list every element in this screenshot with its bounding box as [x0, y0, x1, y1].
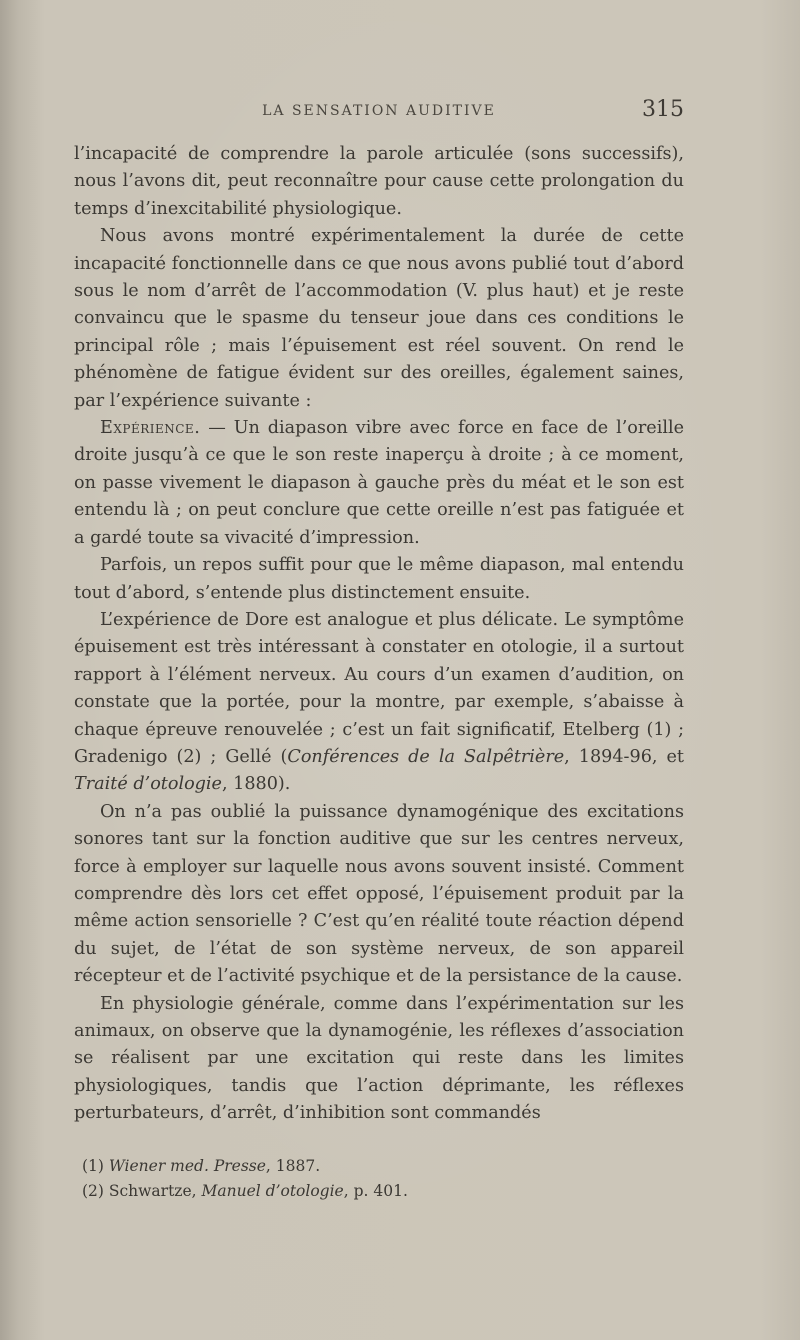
experience-label: Expérience. [100, 418, 201, 439]
footnote-1-rest: , 1887. [265, 1156, 321, 1175]
paragraph-4: Parfois, un repos suffit pour que le même diapason, mal entendu tout d’abord, s’entende plus distinctement ensuite. [74, 555, 684, 603]
paragraph-3-text: — Un diapason vibre avec force en face de l’oreille droite jusqu’à ce que le son reste inaperçu à droite ; à ce moment, on passe vivement le diapason à gauche près du méat et le son est entendu là ; on peut conclure que cette oreille n’est pas fatiguée et a gardé toute sa vivacité d’impression. [74, 418, 684, 548]
paragraph-2: Nous avons montré expérimentalement la durée de cette incapacité fonctionnelle dans ce que nous avons publié tout d’abord sous le nom d’arrêt de l’accommodation (V. plus haut) et je reste convaincu que le spasme du tenseur joue dans ces conditions le principal rôle ; mais l’épuisement est réel souvent. On rend le phénomène de fatigue évident sur des oreilles, également saines, par l’expérience suivante : [74, 226, 684, 411]
footnote-2-number: (2) Schwartze, [82, 1181, 202, 1200]
conferences-title: Conférences de la Salpêtrière [287, 746, 565, 767]
running-head [74, 95, 684, 141]
footnote-2-rest: , p. 401. [343, 1181, 408, 1200]
page-number: 315 [642, 97, 684, 122]
footnote-2-source: Manuel d’otologie [201, 1181, 344, 1200]
paragraph-5-part-b: , 1894-96, et [564, 746, 684, 767]
paragraph-3 [74, 415, 684, 552]
traite-title: Traité d’otologie [74, 774, 222, 795]
footnote-1-number: (1) [82, 1156, 109, 1175]
footnote-1-source: Wiener med. Presse [108, 1156, 266, 1175]
running-title: LA SENSATION AUDITIVE [262, 103, 496, 119]
paragraph-5-part-a: L’expérience de Dore est analogue et plus délicate. Le symptôme épuisement est très intéressant à constater en otologie, il a surtout rapport à l’élément nerveux. Au cours d’un examen d’audition, on constate que la portée, pour la montre, par exemple, s’abaisse à chaque épreuve renouvelée ; c’est un fait significatif, Etelberg (1) ; Gradenigo (2) ; Gellé ( [74, 609, 684, 767]
text-block [74, 95, 684, 1204]
paragraph-1: l’incapacité de comprendre la parole articulée (sons successifs), nous l’avons dit, peut reconnaître pour cause cette prolongation du temps d’inexcitabilité physiologique. [74, 144, 684, 219]
footnote-2 [82, 1179, 684, 1204]
paragraph-6: On n’a pas oublié la puissance dynamogénique des excitations sonores tant sur la fonction auditive que sur les centres nerveux, force à employer sur laquelle nous avons souvent insisté. Comment comprendre dès lors cet effet opposé, l’épuisement produit par la même action sensorielle ? C’est qu’en réalité toute réaction dépend du sujet, de l’état de son système nerveux, de son appareil récepteur et de l’activité psychique et de la persistance de la cause. [74, 801, 684, 987]
paragraph-5-part-c: , 1880). [221, 774, 291, 795]
footnotes [74, 1154, 684, 1204]
body-text [74, 141, 684, 1128]
paragraph-7: En physiologie générale, comme dans l’expérimentation sur les animaux, on observe que la dynamogénie, les réflexes d’association se réalisent par une excitation qui reste dans les limites physiologiques, tandis que l’action déprimante, les réflexes perturbateurs, d’arrêt, d’inhibition sont commandés [74, 993, 684, 1124]
footnote-1 [82, 1154, 684, 1179]
paragraph-5 [74, 607, 684, 799]
